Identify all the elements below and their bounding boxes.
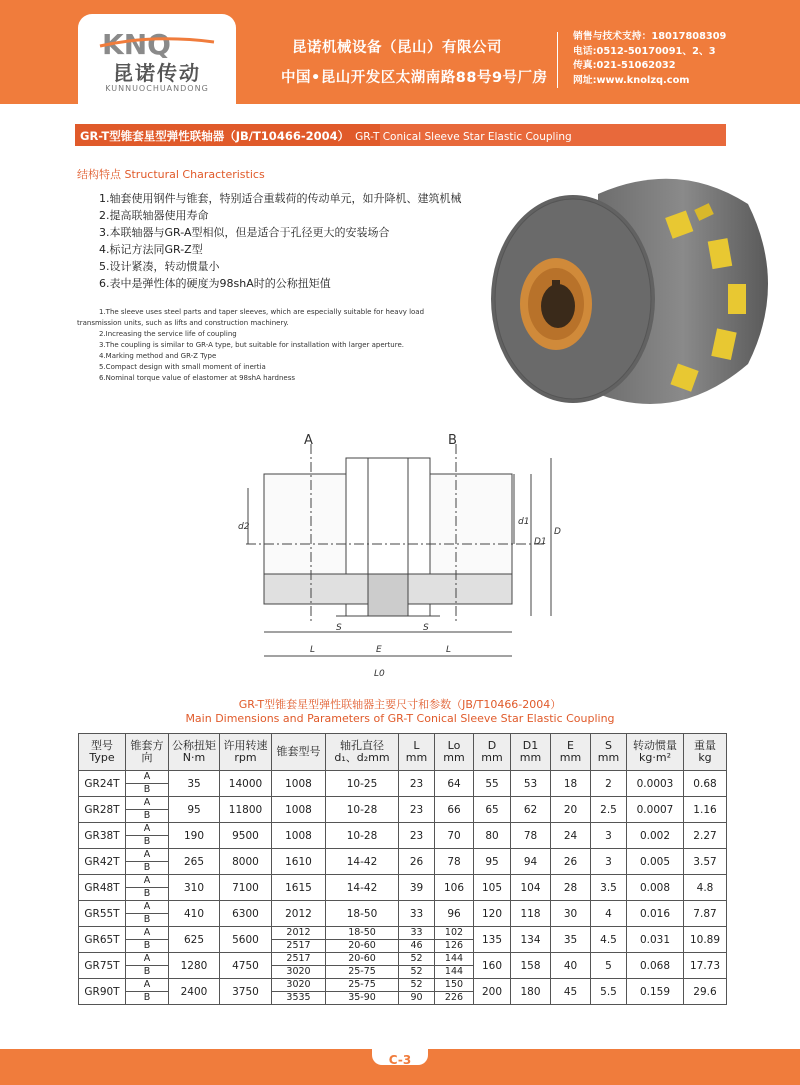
cell-d1: 53 (511, 771, 551, 797)
features-en-list (77, 307, 427, 384)
cell-speed: 11800 (220, 797, 272, 823)
cell-lo-b: 126 (435, 940, 474, 953)
cell-speed: 6300 (220, 901, 272, 927)
drawing-label-d1: d1 (518, 517, 530, 527)
drawing-label-d2: d2 (238, 522, 250, 532)
cell-sleeve: 1008 (272, 771, 326, 797)
cell-sleeve-b: B (126, 992, 169, 1005)
cell-bore-b: 20-60 (326, 940, 399, 953)
cell-e: 26 (551, 849, 591, 875)
cell-torque: 1280 (169, 953, 220, 979)
col-lo: Lo mm (435, 734, 474, 771)
feature-cn-item: 1.轴套使用钢件与锥套，特别适合重载荷的传动单元，如升降机、建筑机械 (99, 192, 462, 205)
cell-d: 120 (474, 901, 511, 927)
cell-inertia: 0.005 (627, 849, 684, 875)
cell-bore: 14-42 (326, 875, 399, 901)
cell-weight: 7.87 (684, 901, 727, 927)
cell-sleeve-model-a: 3020 (272, 979, 326, 992)
cell-e: 45 (551, 979, 591, 1005)
features-heading: 结构特点 Structural Characteristics (77, 168, 265, 181)
cell-d1: 94 (511, 849, 551, 875)
col-s: S mm (591, 734, 627, 771)
col-d1: D1 mm (511, 734, 551, 771)
cell-d1: 118 (511, 901, 551, 927)
drawing-label-D1: D1 (534, 537, 547, 547)
cell-e: 30 (551, 901, 591, 927)
cell-lo: 106 (435, 875, 474, 901)
cell-sleeve-model-a: 2012 (272, 927, 326, 940)
cell-inertia: 0.068 (627, 953, 684, 979)
cell-sleeve-b: B (126, 966, 169, 979)
cell-sleeve-b: B (126, 914, 169, 927)
logo-letters: KNQ (102, 28, 171, 58)
drawing-label-l0: L0 (374, 669, 385, 679)
drawing-label-s-right: S (423, 623, 429, 633)
cell-speed: 9500 (220, 823, 272, 849)
cell-d1: 62 (511, 797, 551, 823)
cell-s: 5.5 (591, 979, 627, 1005)
cell-bore-a: 25-75 (326, 979, 399, 992)
contact-info (573, 30, 726, 88)
spec-table (78, 733, 727, 1005)
cell-e: 24 (551, 823, 591, 849)
cell-s: 3 (591, 823, 627, 849)
cell-speed: 14000 (220, 771, 272, 797)
cell-torque: 35 (169, 771, 220, 797)
product-title (80, 128, 572, 144)
cell-torque: 625 (169, 927, 220, 953)
cell-type: GR55T (79, 901, 126, 927)
cell-s: 4 (591, 901, 627, 927)
cell-sleeve-model-b: 3535 (272, 992, 326, 1005)
cell-d1: 78 (511, 823, 551, 849)
cell-s: 2 (591, 771, 627, 797)
cell-sleeve-a: A (126, 849, 169, 862)
cell-bore-a: 18-50 (326, 927, 399, 940)
cell-sleeve-a: A (126, 979, 169, 992)
col-sleeve-direction: 锥套方 向 (126, 734, 169, 771)
cell-l-a: 33 (399, 927, 435, 940)
feature-cn-item: 3.本联轴器与GR-A型相似，但是适合于孔径更大的安装场合 (99, 226, 390, 239)
cell-bore: 18-50 (326, 901, 399, 927)
cell-lo-b: 144 (435, 966, 474, 979)
cell-d: 65 (474, 797, 511, 823)
company-logo (78, 14, 236, 104)
cell-speed: 3750 (220, 979, 272, 1005)
feature-en-item: 4.Marking method and GR-Z Type (99, 352, 217, 360)
cell-sleeve-model-a: 2517 (272, 953, 326, 966)
cell-type: GR28T (79, 797, 126, 823)
cell-lo: 70 (435, 823, 474, 849)
cell-l: 33 (399, 901, 435, 927)
cell-sleeve-b: B (126, 836, 169, 849)
cell-type: GR90T (79, 979, 126, 1005)
col-torque: 公称扭矩 N·m (169, 734, 220, 771)
cell-speed: 4750 (220, 953, 272, 979)
cell-speed: 5600 (220, 927, 272, 953)
cell-d: 160 (474, 953, 511, 979)
cell-sleeve: 2012 (272, 901, 326, 927)
cell-speed: 8000 (220, 849, 272, 875)
cell-type: GR24T (79, 771, 126, 797)
cell-d: 95 (474, 849, 511, 875)
cell-l: 23 (399, 771, 435, 797)
cell-lo-a: 144 (435, 953, 474, 966)
cell-lo: 78 (435, 849, 474, 875)
logo-en-text: KUNNUOCHUANDONG (105, 84, 209, 93)
drawing-label-s-left: S (336, 623, 342, 633)
cell-s: 3.5 (591, 875, 627, 901)
cell-bore: 10-28 (326, 823, 399, 849)
cell-d: 55 (474, 771, 511, 797)
feature-en-item: transmission units, such as lifts and construction machinery. (77, 319, 289, 327)
cell-bore-a: 20-60 (326, 953, 399, 966)
cell-e: 40 (551, 953, 591, 979)
cell-weight: 2.27 (684, 823, 727, 849)
cell-weight: 4.8 (684, 875, 727, 901)
table-title-cn: GR-T型锥套星型弹性联轴器主要尺寸和参数（JB/T10466-2004） (238, 698, 562, 711)
drawing-label-e: E (376, 645, 382, 655)
coupling-product-image (478, 164, 778, 434)
col-inertia: 转动惯量 kg·m² (627, 734, 684, 771)
cell-e: 28 (551, 875, 591, 901)
col-bore: 轴孔直径 d₁、d₂mm (326, 734, 399, 771)
cell-weight: 0.68 (684, 771, 727, 797)
cell-sleeve-model-b: 2517 (272, 940, 326, 953)
cell-inertia: 0.0007 (627, 797, 684, 823)
cell-d: 135 (474, 927, 511, 953)
cell-d: 200 (474, 979, 511, 1005)
cell-l: 23 (399, 823, 435, 849)
cell-sleeve-a: A (126, 901, 169, 914)
cell-sleeve: 1610 (272, 849, 326, 875)
table-row (79, 849, 727, 862)
cell-lo-a: 150 (435, 979, 474, 992)
cell-bore: 14-42 (326, 849, 399, 875)
col-type: 型号 Type (79, 734, 126, 771)
cell-torque: 190 (169, 823, 220, 849)
cell-d1: 134 (511, 927, 551, 953)
col-d: D mm (474, 734, 511, 771)
cell-bore: 10-25 (326, 771, 399, 797)
cell-s: 2.5 (591, 797, 627, 823)
cell-inertia: 0.031 (627, 927, 684, 953)
spec-table-body (79, 771, 727, 1005)
cell-l: 39 (399, 875, 435, 901)
cell-d1: 104 (511, 875, 551, 901)
contact-phone: 电话:0512-50170091、2、3 (573, 45, 716, 57)
drawing-label-D: D (554, 527, 561, 537)
drawing-label-l-left: L (310, 645, 316, 655)
contact-website[interactable]: 网址:www.knolzq.com (573, 74, 690, 86)
cell-sleeve-a: A (126, 875, 169, 888)
table-row (79, 771, 727, 784)
cell-sleeve-b: B (126, 940, 169, 953)
table-row (79, 875, 727, 888)
cell-sleeve-model-b: 3020 (272, 966, 326, 979)
cell-l: 26 (399, 849, 435, 875)
cell-sleeve-a: A (126, 823, 169, 836)
cell-torque: 265 (169, 849, 220, 875)
feature-cn-item: 5.设计紧凑，转动惯量小 (99, 260, 220, 273)
col-sleeve-model: 锥套型号 (272, 734, 326, 771)
cell-inertia: 0.016 (627, 901, 684, 927)
cell-l-a: 52 (399, 953, 435, 966)
table-row (79, 901, 727, 914)
feature-cn-item: 4.标记方法同GR-Z型 (99, 243, 203, 256)
cell-torque: 410 (169, 901, 220, 927)
features-cn-list (99, 190, 462, 292)
col-speed: 许用转速 rpm (220, 734, 272, 771)
cell-weight: 17.73 (684, 953, 727, 979)
cell-speed: 7100 (220, 875, 272, 901)
cell-lo: 96 (435, 901, 474, 927)
cell-sleeve: 1008 (272, 823, 326, 849)
table-row (79, 823, 727, 836)
cell-sleeve: 1008 (272, 797, 326, 823)
cell-sleeve-b: B (126, 810, 169, 823)
cell-sleeve-b: B (126, 784, 169, 797)
cell-e: 18 (551, 771, 591, 797)
cell-bore-b: 35-90 (326, 992, 399, 1005)
feature-cn-item: 2.提高联轴器使用寿命 (99, 209, 209, 222)
feature-en-item: 3.The coupling is similar to GR-A type, but suitable for installation with larger aperture. (99, 341, 404, 349)
logo-cn-text: 昆诺传动 (113, 61, 201, 85)
company-address: 中国•昆山开发区太湖南路88号9号厂房 (281, 70, 548, 86)
cell-lo-a: 102 (435, 927, 474, 940)
product-title-cn: GR-T型锥套星型弹性联轴器（JB/T10466-2004） (80, 129, 350, 143)
col-weight: 重量 kg (684, 734, 727, 771)
cell-weight: 29.6 (684, 979, 727, 1005)
cell-s: 3 (591, 849, 627, 875)
cell-sleeve: 1615 (272, 875, 326, 901)
cell-torque: 310 (169, 875, 220, 901)
cell-inertia: 0.159 (627, 979, 684, 1005)
feature-cn-item: 6.表中是弹性体的硬度为98shA时的公称扭矩值 (99, 277, 331, 290)
cell-type: GR75T (79, 953, 126, 979)
cell-d1: 180 (511, 979, 551, 1005)
cell-sleeve-a: A (126, 771, 169, 784)
table-row (79, 953, 727, 966)
cell-inertia: 0.0003 (627, 771, 684, 797)
page-number: C-3 (388, 1053, 412, 1067)
coupling-technical-drawing (226, 424, 571, 684)
cell-l: 23 (399, 797, 435, 823)
contact-divider (557, 32, 558, 88)
cell-inertia: 0.002 (627, 823, 684, 849)
contact-fax: 传真:021-51062032 (573, 60, 676, 71)
cell-weight: 1.16 (684, 797, 727, 823)
cell-e: 20 (551, 797, 591, 823)
drawing-label-b: B (448, 433, 457, 448)
cell-type: GR48T (79, 875, 126, 901)
cell-torque: 2400 (169, 979, 220, 1005)
feature-en-item: 5.Compact design with small moment of inertia (99, 363, 266, 371)
table-row (79, 927, 727, 940)
drawing-label-a: A (304, 433, 313, 448)
cell-d1: 158 (511, 953, 551, 979)
feature-en-item: 6.Nominal torque value of elastomer at 98shA hardness (99, 374, 296, 382)
cell-torque: 95 (169, 797, 220, 823)
cell-bore-b: 25-75 (326, 966, 399, 979)
table-row (79, 797, 727, 810)
product-title-en: GR-T Conical Sleeve Star Elastic Coupling (355, 131, 572, 143)
knq-logo-mark-icon (92, 28, 222, 58)
cell-d: 105 (474, 875, 511, 901)
cell-lo: 64 (435, 771, 474, 797)
col-l: L mm (399, 734, 435, 771)
feature-en-item: 1.The sleeve uses steel parts and taper sleeves, which are especially suitable for heavy load (99, 308, 425, 316)
table-row (79, 979, 727, 992)
cell-l-b: 52 (399, 966, 435, 979)
cell-lo: 66 (435, 797, 474, 823)
cell-type: GR65T (79, 927, 126, 953)
cell-sleeve-b: B (126, 888, 169, 901)
cell-s: 4.5 (591, 927, 627, 953)
col-e: E mm (551, 734, 591, 771)
cell-inertia: 0.008 (627, 875, 684, 901)
cell-l-b: 90 (399, 992, 435, 1005)
contact-sales: 销售与技术支持：18017808309 (573, 31, 727, 42)
cell-l-b: 46 (399, 940, 435, 953)
cell-sleeve-b: B (126, 862, 169, 875)
table-title-en: Main Dimensions and Parameters of GR-T Conical Sleeve Star Elastic Coupling (185, 712, 615, 725)
cell-sleeve-a: A (126, 953, 169, 966)
cell-weight: 3.57 (684, 849, 727, 875)
cell-weight: 10.89 (684, 927, 727, 953)
cell-e: 35 (551, 927, 591, 953)
company-name: 昆诺机械设备（昆山）有限公司 (292, 40, 502, 56)
cell-sleeve-a: A (126, 797, 169, 810)
drawing-label-l-right: L (446, 645, 452, 655)
cell-sleeve-a: A (126, 927, 169, 940)
cell-lo-b: 226 (435, 992, 474, 1005)
cell-d: 80 (474, 823, 511, 849)
cell-bore: 10-28 (326, 797, 399, 823)
feature-en-item: 2.Increasing the service life of coupling (99, 330, 237, 338)
cell-l-a: 52 (399, 979, 435, 992)
spec-table-header (79, 734, 727, 771)
cell-type: GR38T (79, 823, 126, 849)
cell-type: GR42T (79, 849, 126, 875)
cell-s: 5 (591, 953, 627, 979)
